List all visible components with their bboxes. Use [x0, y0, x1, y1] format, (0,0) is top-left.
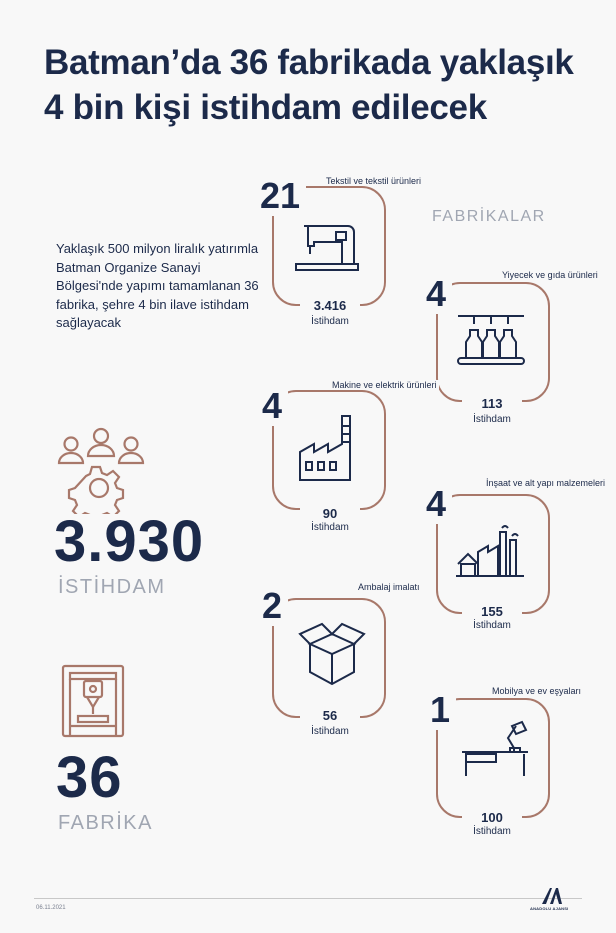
category-count: 4 [420, 274, 452, 314]
employment-label: İSTİHDAM [58, 576, 166, 598]
category-employment-label: İstihdam [311, 726, 349, 737]
factories-header: FABRİKALAR [432, 208, 546, 225]
category-employment: 155 [462, 604, 522, 619]
category-name: Yiyecek ve gıda ürünleri [502, 270, 598, 280]
category-name: Ambalaj imalatı [358, 582, 420, 592]
category-employment: 100 [462, 810, 522, 825]
box-icon [296, 620, 366, 686]
publish-date: 06.11.2021 [36, 905, 66, 911]
category-count: 4 [256, 386, 288, 426]
category-count: 2 [256, 586, 288, 626]
bottling-line-icon [454, 312, 528, 368]
category-count: 21 [254, 176, 306, 216]
intro-text: Yaklaşık 500 milyon liralık yatırımla Batman Organize Sanayi Bölgesi'nde yapımı tamamlanan 36 fabrika, şehre 4 bin ilave istihdam sağlayacak [56, 241, 259, 330]
category-employment-label: İstihdam [311, 522, 349, 533]
factory-icon [296, 414, 362, 484]
agency-name: ANADOLU AJANSI [530, 906, 569, 911]
factory-label: FABRİKA [58, 812, 153, 834]
category-count: 4 [420, 484, 452, 524]
category-name: Mobilya ve ev eşyaları [492, 686, 582, 696]
factory-machine-icon [60, 664, 126, 738]
industrial-plant-icon [452, 520, 528, 580]
category-employment: 56 [300, 708, 360, 723]
agency-logo-icon [540, 886, 564, 904]
category-employment: 90 [300, 506, 360, 521]
category-employment: 113 [462, 396, 522, 411]
category-name: Tekstil ve tekstil ürünleri [326, 176, 422, 186]
employment-total: 3.930 [54, 509, 205, 574]
category-employment-label: İstihdam [311, 316, 349, 327]
category-employment-label: İstihdam [473, 620, 511, 631]
page-title: Batman’da 36 fabrikada yaklaşık 4 bin kişi istihdam edilecek [44, 43, 574, 127]
category-employment-label: İstihdam [473, 414, 511, 425]
category-employment: 3.416 [300, 298, 360, 313]
team-gear-icon [52, 426, 150, 514]
desk-lamp-icon [460, 718, 530, 778]
factory-total: 36 [56, 745, 123, 810]
sewing-machine-icon [292, 218, 362, 272]
footer-divider [34, 898, 582, 899]
category-name: İnşaat ve alt yapı malzemeleri [486, 478, 606, 488]
category-employment-label: İstihdam [473, 826, 511, 837]
category-name: Makine ve elektrik ürünleri [332, 380, 437, 390]
category-count: 1 [424, 690, 456, 730]
